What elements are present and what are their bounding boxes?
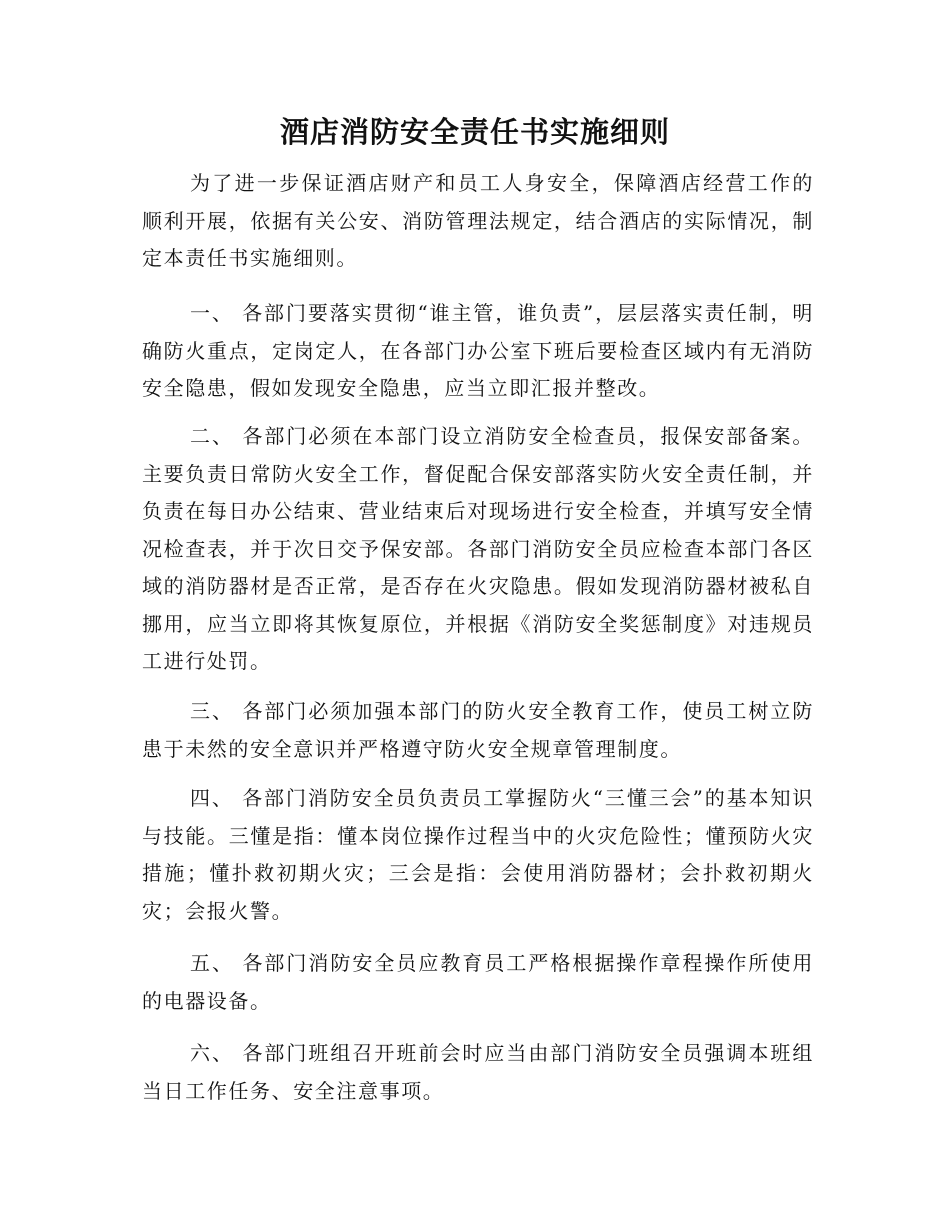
paragraph-item-4: 四、 各部门消防安全员负责员工掌握防火“三懂三会”的基本知识与技能。三懂是指：懂本岗位操作过程当中的火灾危险性；懂预防火灾措施；懂扑救初期火灾；三会是指：会使用消防器材；会扑救初期火灾；会报火警。 [142,786,814,923]
paragraph-item-3: 三、 各部门必须加强本部门的防火安全教育工作，使员工树立防患于未然的安全意识并严格遵守防火安全规章管理制度。 [142,699,814,761]
document-title: 酒店消防安全责任书实施细则 [279,115,670,149]
paragraph-item-2: 二、 各部门必须在本部门设立消防安全检查员，报保安部备案。主要负责日常防火安全工作，督促配合保安部落实防火安全责任制，并负责在每日办公结束、营业结束后对现场进行安全检查，并填写安全情况检查表，并于次日交予保安部。各部门消防安全员应检查本部门各区域的消防器材是否正常，是否存在火灾隐患。假如发现消防器材被私自挪用，应当立即将其恢复原位，并根据《消防安全奖惩制度》对违规员工进行处罚。 [142,424,814,673]
paragraph-item-6: 六、 各部门班组召开班前会时应当由部门消防安全员强调本班组当日工作任务、安全注意事项。 [142,1041,814,1103]
paragraph-item-1: 一、 各部门要落实贯彻“谁主管，谁负责”，层层落实责任制，明确防火重点，定岗定人，在各部门办公室下班后要检查区域内有无消防安全隐患，假如发现安全隐患，应当立即汇报并整改。 [142,301,814,400]
paragraph-intro: 为了进一步保证酒店财产和员工人身安全，保障酒店经营工作的顺利开展，依据有关公安、消防管理法规定，结合酒店的实际情况，制定本责任书实施细则。 [142,171,814,270]
paragraph-item-5: 五、 各部门消防安全员应教育员工严格根据操作章程操作所使用的电器设备。 [142,951,814,1013]
